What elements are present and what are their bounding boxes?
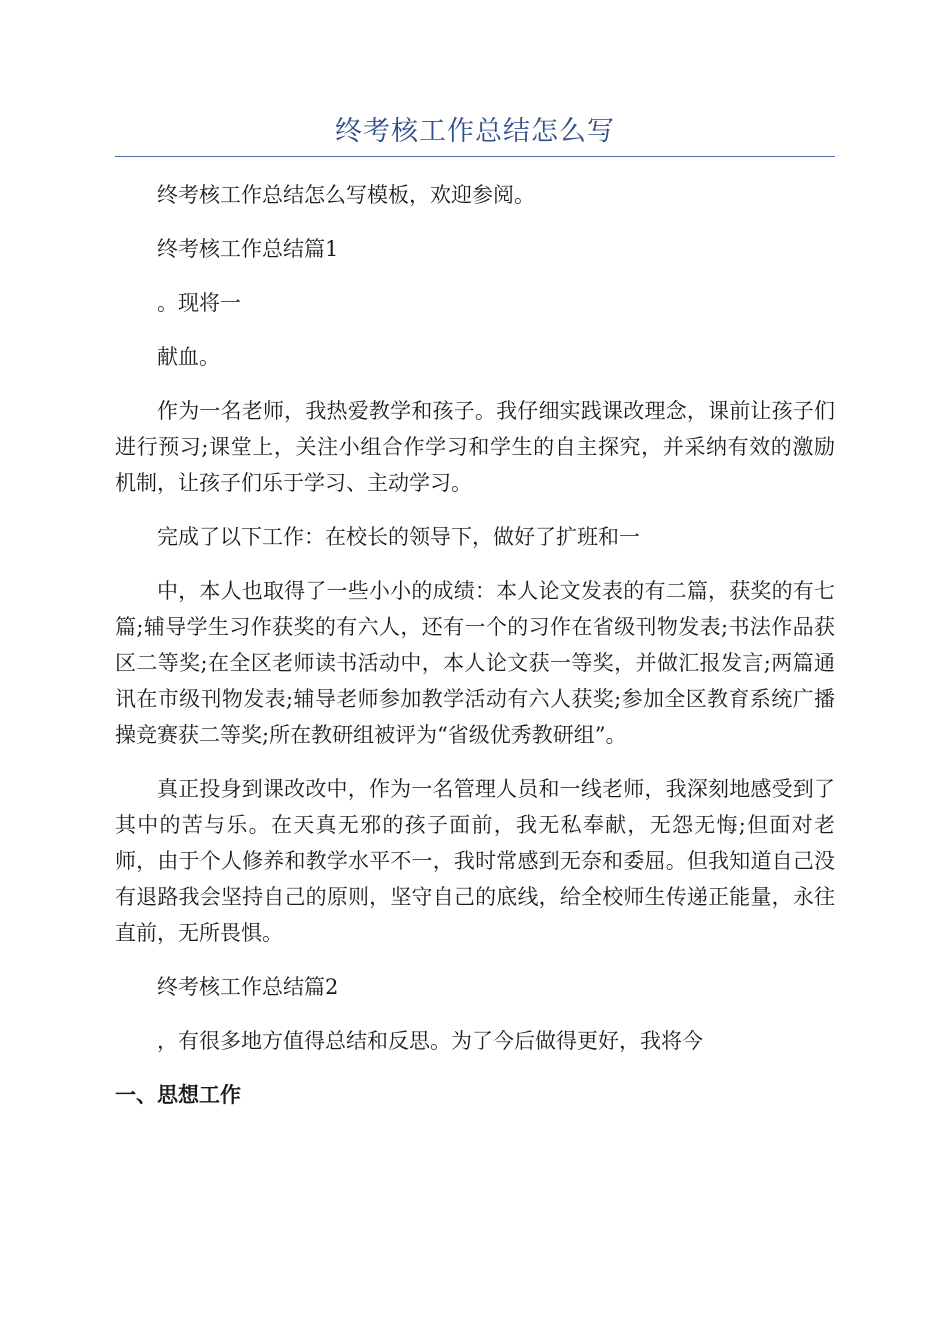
section-heading: 一、思想工作 [115, 1082, 241, 1107]
title-underline [115, 156, 835, 157]
paragraph-fragment-1: 。现将一 [157, 291, 241, 315]
paragraph-intro: 终考核工作总结怎么写模板，欢迎参阅。 [157, 183, 535, 207]
paragraph-part2-heading: 终考核工作总结篇2 [157, 975, 339, 999]
paragraph-part2-intro: ，有很多地方值得总结和反思。为了今后做得更好，我将今 [157, 1029, 703, 1053]
paragraph-fragment-2: 献血。 [157, 345, 220, 369]
document-page [115, 110, 835, 1113]
paragraph-reflection: 真正投身到课改改中，作为一名管理人员和一线老师，我深刻地感受到了其中的苦与乐。在天真无邪的孩子面前，我无私奉献，无怨无悔;但面对老师，由于个人修养和教学水平不一，我时常感到无奈和委屈。但我知道自己没有退路我会坚持自己的原则，坚守自己的底线，给全校师生传递正能量，永往直前，无所畏惧。 [115, 777, 835, 945]
paragraph-work-done: 完成了以下工作：在校长的领导下，做好了扩班和一 [157, 525, 640, 549]
document-title: 终考核工作总结怎么写 [335, 116, 615, 147]
paragraph-teaching: 作为一名老师，我热爱教学和孩子。我仔细实践课改理念，课前让孩子们进行预习;课堂上，关注小组合作学习和学生的自主探究，并采纳有效的激励机制，让孩子们乐于学习、主动学习。 [115, 399, 835, 495]
paragraph-part1-heading: 终考核工作总结篇1 [157, 237, 339, 261]
paragraph-achievements: 中，本人也取得了一些小小的成绩：本人论文发表的有二篇，获奖的有七篇;辅导学生习作获奖的有六人，还有一个的习作在省级刊物发表;书法作品获区二等奖;在全区老师读书活动中，本人论文获一等奖，并做汇报发言;两篇通讯在市级刊物发表;辅导老师参加教学活动有六人获奖;参加全区教育系统广播操竞赛获二等奖;所在教研组被评为“省级优秀教研组”。 [115, 579, 835, 747]
